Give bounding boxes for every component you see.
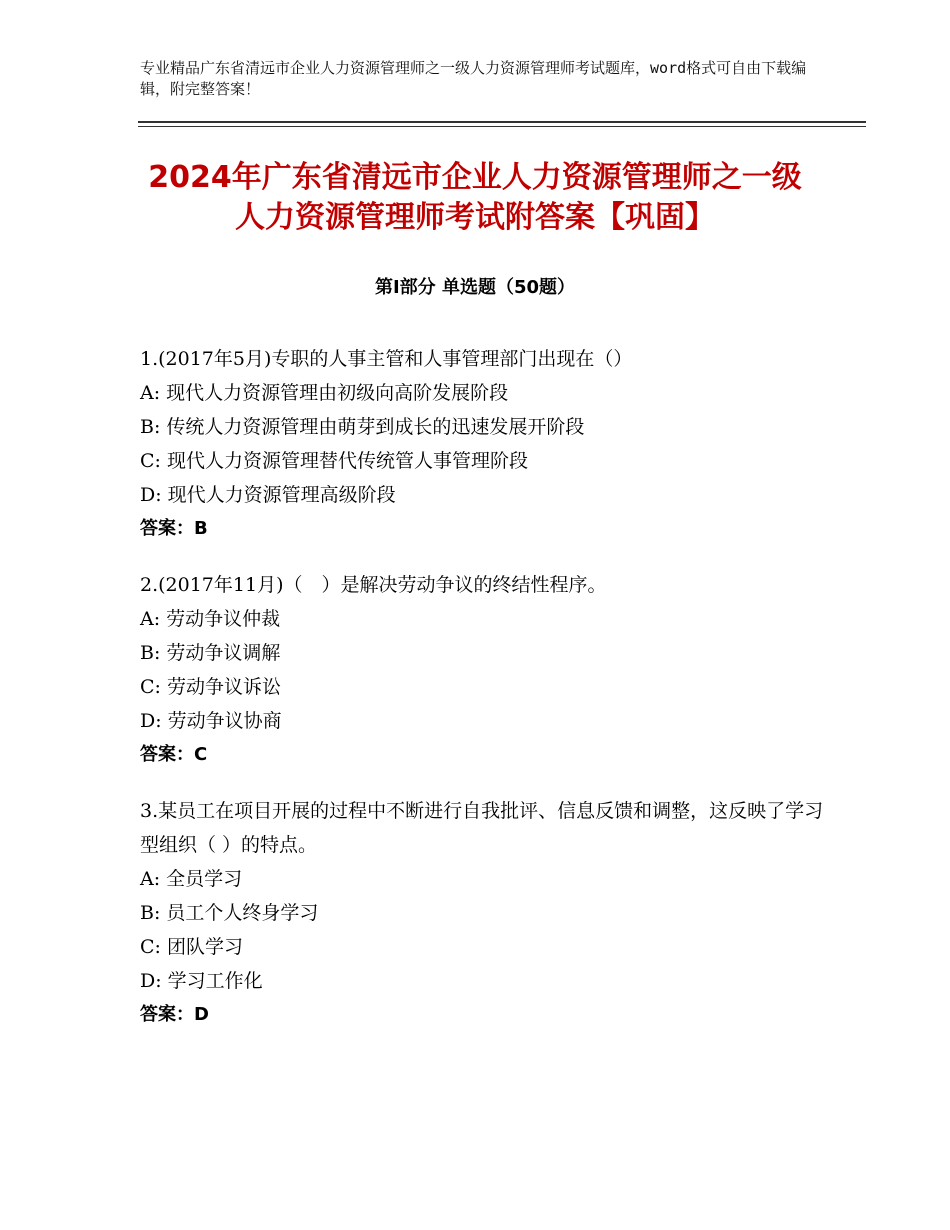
option-c: C: 团队学习 [140,936,243,958]
option-c: C: 劳动争议诉讼 [140,676,281,698]
header-note: 专业精品广东省清远市企业人力资源管理师之一级人力资源管理师考试题库，word格式可自由下载编辑，附完整答案！ [140,59,807,98]
option-b: B: 传统人力资源管理由萌芽到成长的迅速发展开阶段 [140,416,585,438]
option-a: A: 现代人力资源管理由初级向高阶发展阶段 [140,382,509,404]
question-stem: 1.(2017年5月)专职的人事主管和人事管理部门出现在（） [140,348,633,370]
part-heading: 第Ⅰ部分 单选题（50题） [374,277,575,298]
question-3 [140,794,840,1032]
question-2 [140,568,840,772]
answer: 答案：C [140,744,208,765]
document-title: 2024年广东省清远市企业人力资源管理师之一级人力资源管理师考试附答案【巩固】 [148,160,802,235]
question-1 [140,342,840,546]
option-a: A: 劳动争议仲裁 [140,608,281,630]
option-d: D: 现代人力资源管理高级阶段 [140,484,396,506]
option-a: A: 全员学习 [140,868,243,890]
option-d: D: 学习工作化 [140,970,263,992]
question-stem: 3.某员工在项目开展的过程中不断进行自我批评、信息反馈和调整，这反映了学习型组织（ ）的特点。 [140,800,824,856]
option-c: C: 现代人力资源管理替代传统管人事管理阶段 [140,450,528,472]
option-d: D: 劳动争议协商 [140,710,282,732]
header-rule-thin [138,126,866,127]
option-b: B: 员工个人终身学习 [140,902,319,924]
answer: 答案：D [140,1004,209,1025]
question-stem: 2.(2017年11月)（ ）是解决劳动争议的终结性程序。 [140,574,607,596]
question-list [140,342,840,1054]
header-rule-thick [138,121,866,123]
option-b: B: 劳动争议调解 [140,642,281,664]
answer: 答案：B [140,518,208,539]
